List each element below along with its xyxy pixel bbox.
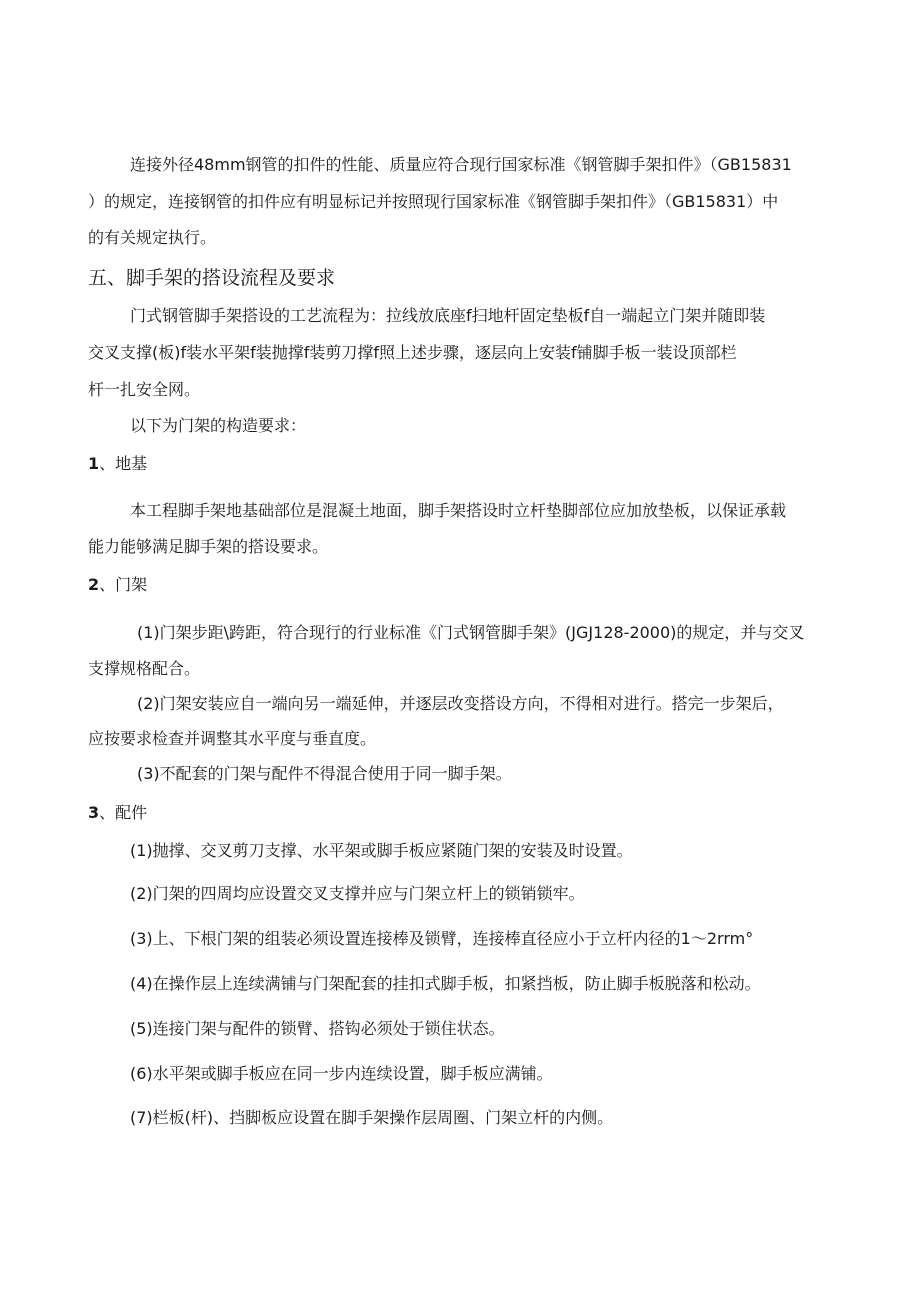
flow-line-3: 杆一扎安全网。 [88, 380, 201, 399]
fitting-item-1: (1)抛撑、交叉剪刀支撑、水平架或脚手板应紧随门架的安装及时设置。 [130, 841, 633, 860]
fitting-item-4: (4)在操作层上连续满铺与门架配套的挂扣式脚手板，扣紧挡板，防止脚手板脱落和松动。 [130, 974, 761, 993]
subsection-3-number: 3 [88, 803, 100, 822]
intro-line-1: 连接外径48mm钢管的扣件的性能、质量应符合现行国家标准《钢管脚手架扣件》（GB15831 [130, 155, 792, 174]
fitting-item-2: (2)门架的四周均应设置交叉支撑并应与门架立杆上的锁销锁牢。 [130, 884, 585, 903]
subsection-2-number: 2 [88, 575, 100, 594]
frame-item-1-line-2: 支撑规格配合。 [88, 659, 201, 678]
fitting-item-6: (6)水平架或脚手板应在同一步内连续设置，脚手板应满铺。 [130, 1064, 553, 1083]
intro-line-3: 的有关规定执行。 [88, 228, 217, 247]
subsection-2-heading [88, 575, 147, 595]
subsection-2-title: 、门架 [99, 575, 148, 594]
subsection-1-title: 、地基 [99, 454, 148, 473]
section-5-heading: 五、脚手架的搭设流程及要求 [88, 267, 336, 289]
fitting-item-5: (5)连接门架与配件的锁臂、搭钩必须处于锁住状态。 [130, 1019, 505, 1038]
subsection-1-number: 1 [88, 454, 100, 473]
flow-line-1: 门式钢管脚手架搭设的工艺流程为：拉线放底座f扫地杆固定垫板f自一端起立门架并随即装 [130, 306, 766, 325]
subsection-1-heading [88, 454, 147, 474]
foundation-line-2: 能力能够满足脚手架的搭设要求。 [88, 537, 329, 556]
frame-item-2-line-1: (2)门架安装应自一端向另一端延伸，并逐层改变搭设方向，不得相对进行。搭完一步架后， [137, 694, 784, 713]
subsection-3-title: 、配件 [99, 803, 148, 822]
foundation-line-1: 本工程脚手架地基础部位是混凝土地面，脚手架搭设时立杆垫脚部位应加放垫板，以保证承载 [130, 501, 787, 520]
fitting-item-3: (3)上、下根门架的组装必须设置连接棒及锁臂，连接棒直径应小于立杆内径的1～2rrm° [130, 929, 754, 948]
frame-item-3: (3)不配套的门架与配件不得混合使用于同一脚手架。 [137, 764, 512, 783]
frame-item-1-line-1: (1)门架步距\跨距，符合现行的行业标准《门式钢管脚手架》(JGJ128-2000)的规定，并与交叉 [137, 623, 805, 642]
fitting-item-7: (7)栏板(杆)、挡脚板应设置在脚手架操作层周圈、门架立杆的内侧。 [130, 1108, 614, 1127]
subsection-3-heading [88, 803, 147, 823]
intro-line-2: ）的规定，连接钢管的扣件应有明显标记并按照现行国家标准《钢管脚手架扣件》（GB15831）中 [88, 192, 779, 211]
frame-item-2-line-2: 应按要求检查并调整其水平度与垂直度。 [88, 729, 377, 748]
flow-line-2: 交叉支撑(板)f装水平架f装抛撑f装剪刀撑f照上述步骤，逐层向上安装f铺脚手板一装设顶部栏 [88, 343, 737, 362]
structure-lead: 以下为门架的构造要求： [130, 416, 307, 435]
